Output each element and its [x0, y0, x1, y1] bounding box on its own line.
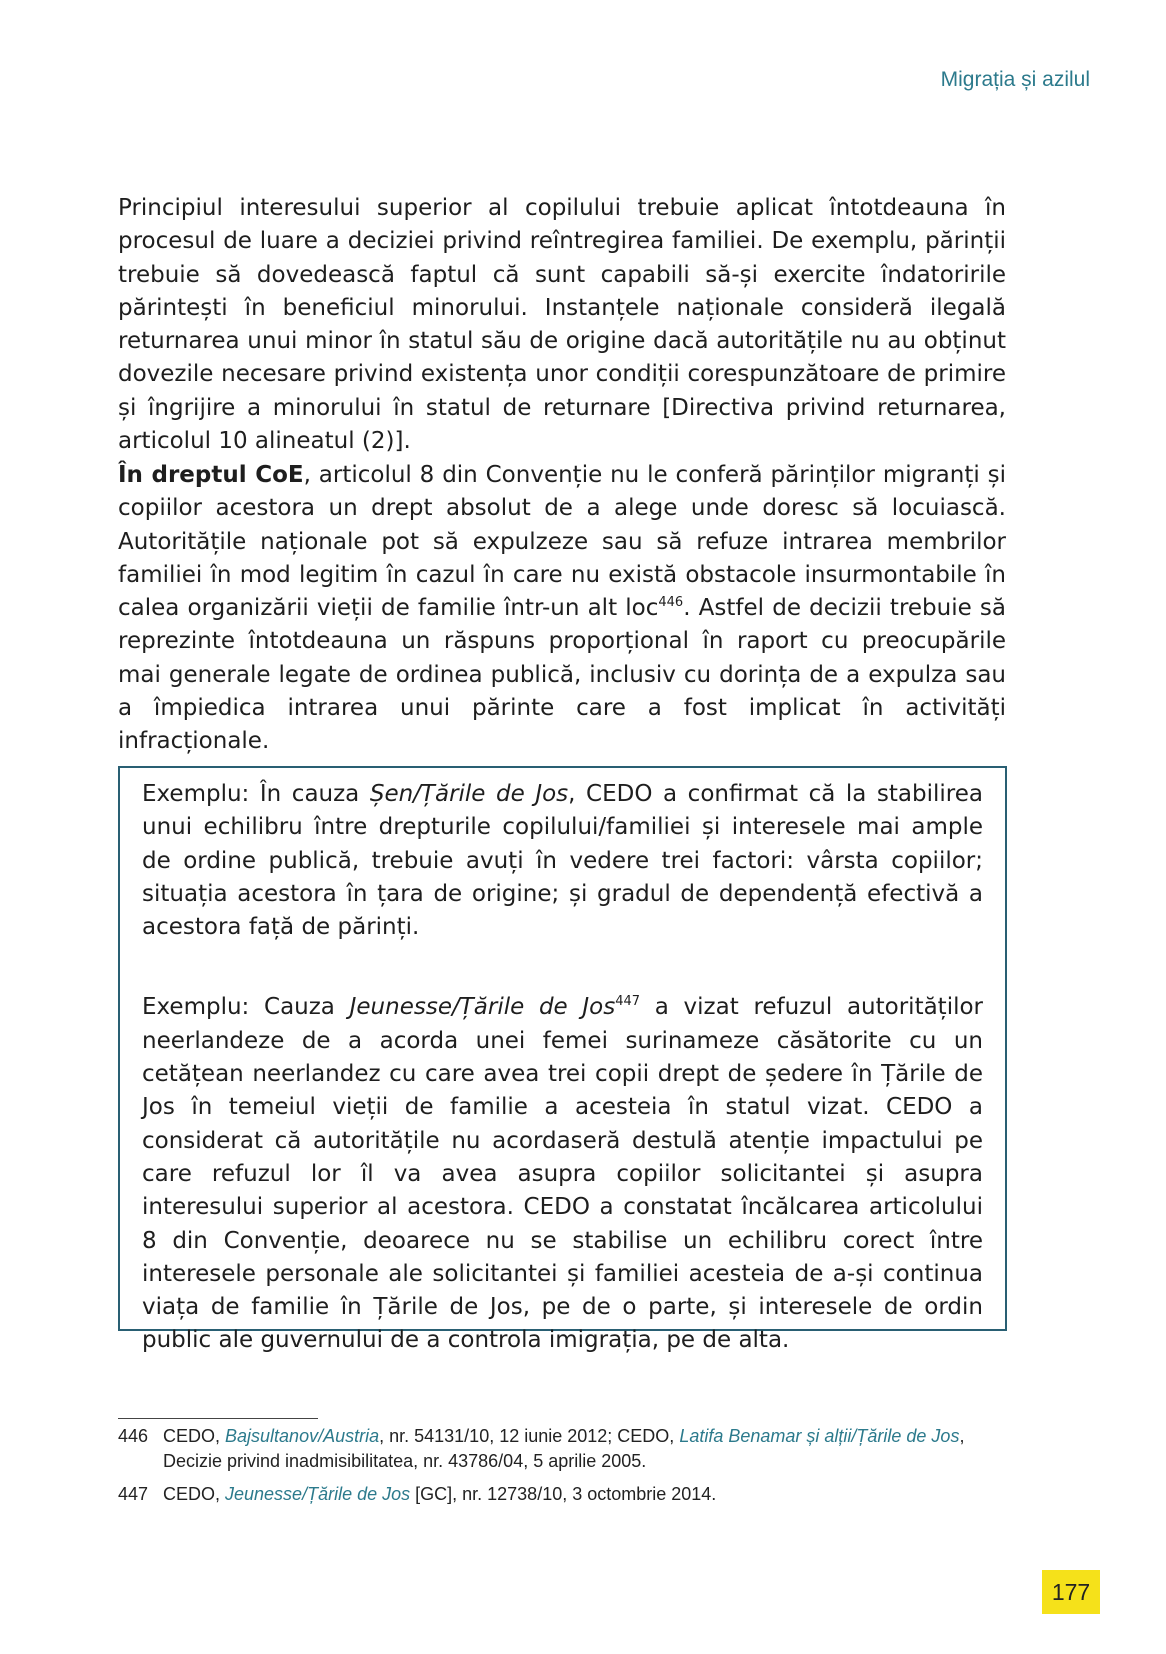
example-text: a vizat refuzul autorităților neerlandeze de a acorda unei femei surinameze căsătorite cu un cetățean neerlandez cu care avea trei copii drept de ședere în Țările de Jos în temeiul vieții de familie a acesteia în statul vizat. CEDO a considerat că autoritățile nu acordaseră destulă atenție impactului pe care refuzul lor îl va avea asupra copiilor solicitantei și asupra interesului superior al acestora. CEDO a constatat încălcarea articolului 8 din Convenție, deoarece nu se stabilise un echilibru corect între interesele personale ale solicitantei și familiei acesteia de a-și continua viața de familie în Țările de Jos, pe de o parte, și interesele de ordin public ale guvernului de a controla imigrația, pe de alta.	[142, 994, 984, 1354]
case-link[interactable]: Bajsultanov/Austria	[225, 1426, 380, 1446]
example-box	[118, 766, 1007, 1354]
case-name: Șen/Țările de Jos	[369, 781, 569, 807]
page-number: 177	[1042, 1570, 1100, 1614]
example-jeunesse	[142, 991, 983, 1357]
paragraph-text: , articolul 8 din Convenție nu le conferă părinților migranți și copiilor acestora un drept absolut de a alege unde doresc să locuiască. Autoritățile naționale pot să expulzeze sau să refuze intrarea membrilor familiei în mod legitim în cazul în care nu există obstacole insurmontabile în calea organizării vieții de familie într-un alt loc	[118, 462, 1007, 622]
paragraph-reunification: Principiul interesului superior al copilului trebuie aplicat întotdeauna în procesul de luare a deciziei privind reîntregirea familiei. De exemplu, părinții trebuie să dovedească faptul că sunt capabili să-și exercite îndatoririle părintești în beneficiul minorului. Instanțele naționale consideră ilegală returnarea unui minor în statul său de origine dacă autoritățile nu au obținut dovezile necesare privind existența unor condiții corespunzătoare de primire și îngrijire a minorului în statul de returnare [Directiva privind returnarea, articolul 10 alineatul (2)].	[118, 195, 1006, 455]
footnote-number: 447	[118, 1484, 149, 1504]
example-prefix: Exemplu: Cauza	[142, 994, 350, 1021]
footnote-details: , Decizie privind inadmisibilitatea, nr. 43786/04, 5 aprilie 2005.	[163, 1426, 965, 1471]
footnote-court: CEDO,	[163, 1484, 226, 1504]
paragraph-coe-law	[118, 459, 1006, 759]
footnote-number: 446	[118, 1426, 149, 1446]
example-prefix: Exemplu: În cauza	[142, 781, 370, 807]
footnote-divider	[118, 1418, 318, 1419]
case-name: Jeunesse/Țările de Jos	[349, 994, 616, 1021]
case-link[interactable]: Jeunesse/Țările de Jos	[225, 1484, 411, 1504]
footnote-text	[163, 1424, 1008, 1474]
footnote-details: [GC], nr. 12738/10, 3 octombrie 2014.	[410, 1484, 717, 1504]
coe-law-lead: În dreptul CoE	[118, 462, 304, 488]
running-head: Migrația și azilul	[940, 68, 1090, 91]
paragraph-text: . Astfel de decizii trebuie să reprezinte întotdeauna un răspuns proporțional în raport cu preocupările mai generale legate de ordinea publică, inclusiv cu dorința de a expulza sau a împiedica intrarea unui părinte care a fost implicat în activități infracționale.	[118, 595, 1007, 755]
example-sen	[142, 778, 983, 944]
footnote-ref-446[interactable]: 446	[658, 595, 684, 611]
footnotes	[118, 1424, 1008, 1515]
footnote-ref-447[interactable]: 447	[615, 994, 641, 1010]
footnote-447	[118, 1482, 1008, 1507]
example-text: , CEDO a confirmat că la stabilirea unui echilibru între drepturile copilului/familiei și interesele mai ample de ordine publică, trebuie avuți în vedere trei factori: vârsta copiilor; situația acestora în țara de origine; și gradul de dependență efectivă a acestora față de părinți.	[142, 781, 983, 941]
footnote-446	[118, 1424, 1008, 1474]
footnote-text	[163, 1482, 1008, 1507]
footnote-court: CEDO,	[163, 1426, 226, 1446]
footnote-details: , nr. 54131/10, 12 iunie 2012; CEDO,	[379, 1426, 680, 1446]
case-link[interactable]: Latifa Benamar și alții/Țările de Jos	[679, 1426, 960, 1446]
